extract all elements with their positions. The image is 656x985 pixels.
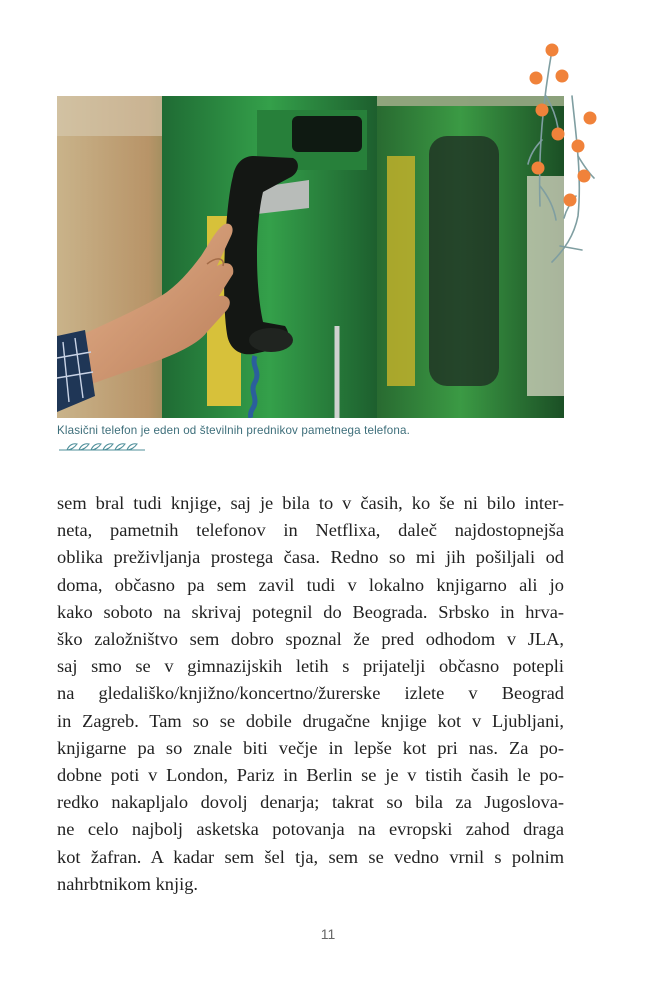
text-line: ško založništvo sem dobro spoznal že pred odhodom v JLA, [57,629,564,650]
text-line: kako soboto na skrivaj potegnil do Beograda. Srbsko in hrva- [57,601,564,622]
text-line: neta, pametnih telefonov in Netflixa, daleč najdostopnejša [57,520,564,541]
caption-leaf-ornament [57,441,147,455]
text-line: ne celo najbolj asketska potovanja na evropski zahod draga [57,819,564,840]
text-line: oblika preživljanja prostega časa. Redno so mi jih pošiljali od [57,547,564,568]
payphone-illustration [57,96,564,418]
text-line: doma, občasno pa sem zavil tudi v lokalno knjigarno ali jo [57,574,564,595]
text-line: in Zagreb. Tam so se dobile drugačne knjige kot v Ljubljani, [57,710,564,731]
text-line: kot žafran. A kadar sem šel tja, sem se vedno vrnil s polnim [57,846,564,867]
berry-branch-decoration [512,36,602,276]
page-number: 11 [320,926,336,942]
text-line: saj smo se v gimnazijskih letih s prijatelji občasno potepli [57,656,564,677]
text-line: sem bral tudi knjige, saj je bila to v časih, ko še ni bilo inter- [57,493,564,513]
text-line: redko nakapljalo dovolj denarja; takrat so bila za Jugoslova- [57,792,564,813]
text-line: knjigarne pa so znale biti večje in lepše kot pri nas. Za po- [57,737,564,758]
text-line: nahrbtnikom knjig. [57,873,198,894]
text-line: dobne poti v London, Pariz in Berlin se je v tistih časih le po- [57,765,564,786]
figure-photo-payphone [57,96,564,418]
figure-caption: Klasični telefon je eden od številnih prednikov pametnega telefona. [57,424,410,437]
text-line: na gledališko/knjižno/koncertno/žurerske izlete v Beograd [57,683,564,704]
body-paragraph [57,490,564,898]
